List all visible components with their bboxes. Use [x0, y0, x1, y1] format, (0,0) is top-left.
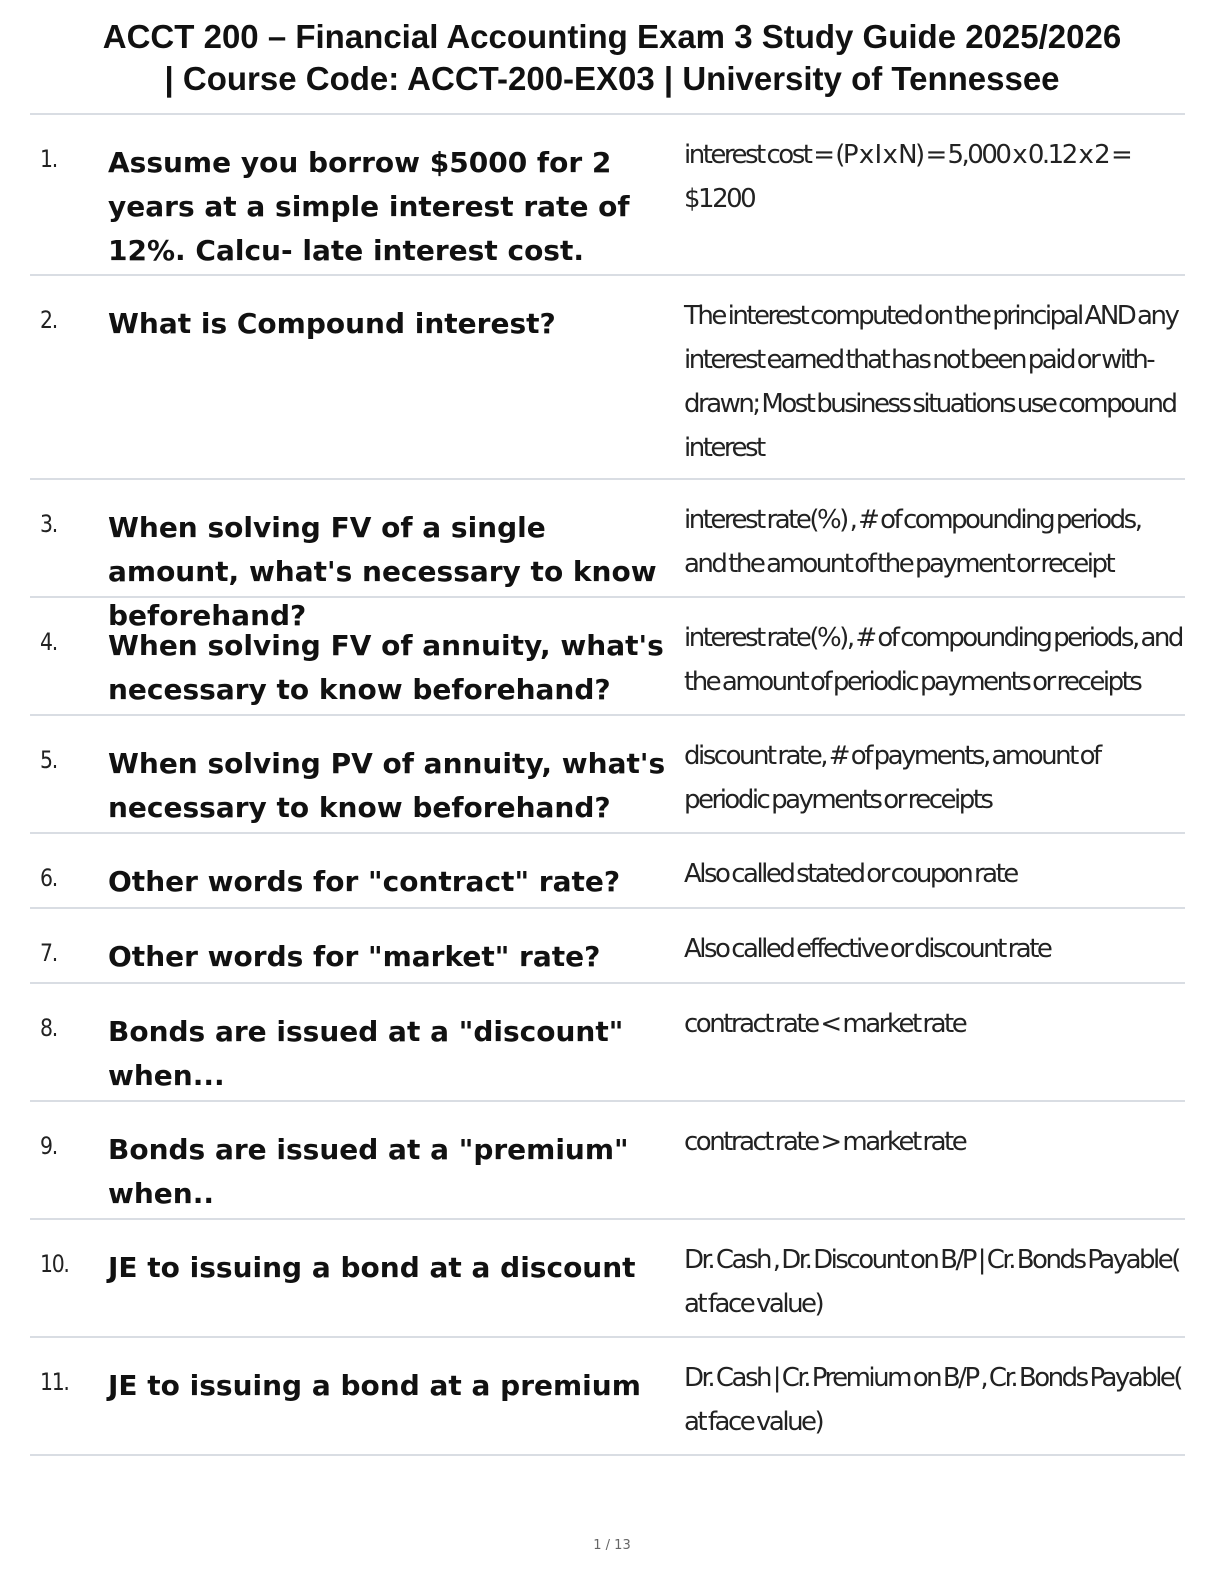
card-number: 7. [40, 939, 57, 967]
card-term: Other words for "market" rate? [108, 940, 601, 973]
card-term: Bonds are issued at a "premium" when.. [108, 1133, 629, 1210]
card-definition: Also called effective or discount rate [684, 934, 1051, 964]
card-definition: Dr. Cash | Cr. Premium on B/P , Cr. Bonds Payable( at face value) [684, 1363, 1182, 1437]
card-term: What is Compound interest? [108, 307, 556, 340]
card-definition: interest cost = (P x I x N) = 5,000 x 0.12 x 2 = $1200 [684, 140, 1131, 214]
card-number: 8. [40, 1014, 57, 1042]
flashcard-10 [30, 1220, 1185, 1338]
card-number: 10. [40, 1250, 69, 1278]
page-indicator: 1 / 13 [593, 1538, 631, 1553]
title-line-1: ACCT 200 – Financial Accounting Exam 3 Study Guide 2025/2026 [102, 18, 1122, 55]
flashcard-7 [30, 909, 1185, 984]
card-definition: contract rate < market rate [684, 1009, 966, 1039]
card-definition: interest rate(%) , # of compounding periods, and the amount of the payment or receipt [684, 505, 1141, 579]
card-number: 1. [40, 145, 57, 173]
card-number: 3. [40, 510, 57, 538]
card-number: 9. [40, 1132, 57, 1160]
flashcard-2 [30, 276, 1185, 480]
flashcard-11 [30, 1338, 1185, 1456]
card-definition: Dr. Cash , Dr. Discount on B/P | Cr. Bonds Payable( at face value) [684, 1245, 1179, 1319]
card-number: 4. [40, 628, 57, 656]
flashcard-5 [30, 716, 1185, 834]
card-term: Assume you borrow $5000 for 2 years at a simple interest rate of 12%. Calcu- late interest cost. [108, 146, 630, 267]
card-definition: contract rate > market rate [684, 1127, 966, 1157]
page-title [40, 16, 1184, 100]
card-number: 2. [40, 306, 57, 334]
card-definition: The interest computed on the principal AND any interest earned that has not been paid or with- drawn; Most business situations use compound interest [684, 301, 1178, 463]
flashcard-3 [30, 480, 1185, 632]
card-term: Bonds are issued at a "discount" when... [108, 1015, 624, 1092]
title-line-2: | Course Code: ACCT-200-EX03 | University of Tennessee [164, 60, 1060, 97]
card-definition: interest rate(%), # of compounding periods, and the amount of periodic payments or receipts [684, 623, 1182, 697]
card-term: When solving FV of annuity, what's necessary to know beforehand? [108, 629, 664, 706]
card-number: 5. [40, 746, 57, 774]
card-number: 11. [40, 1368, 69, 1396]
flashcard-1 [30, 115, 1185, 276]
flashcard-4 [30, 598, 1185, 716]
card-term: When solving PV of annuity, what's necessary to know beforehand? [108, 747, 666, 824]
flashcard-9 [30, 1102, 1185, 1220]
card-term: JE to issuing a bond at a premium [108, 1369, 641, 1402]
flashcard-6 [30, 834, 1185, 909]
card-number: 6. [40, 864, 57, 892]
card-definition: Also called stated or coupon rate [684, 859, 1017, 889]
card-term: JE to issuing a bond at a discount [108, 1251, 636, 1284]
card-definition: discount rate, # of payments, amount of periodic payments or receipts [684, 741, 1100, 815]
card-term: When solving FV of a single amount, what's necessary to know beforehand? [108, 511, 657, 632]
flashcard-list [30, 113, 1185, 1456]
flashcard-8 [30, 984, 1185, 1102]
card-term: Other words for "contract" rate? [108, 865, 621, 898]
